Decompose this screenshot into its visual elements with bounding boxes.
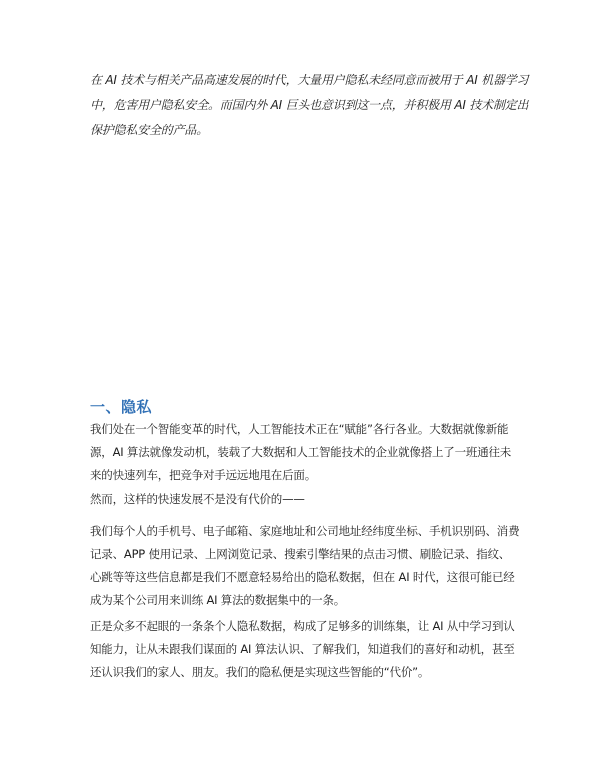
- body-paragraph-4: 正是众多不起眼的一条条个人隐私数据，构成了足够多的训练集，让 AI 从中学习到认知能力，让从未跟我们谋面的 AI 算法认识、了解我们，知道我们的喜好和动机，甚至还认识我们的家人、朋友。我们的隐私便是实现这些智能的“代价”。: [90, 619, 515, 679]
- body-paragraph-2: 然而，这样的快速发展不是没有代价的——: [90, 492, 305, 506]
- body-paragraph-3: 我们每个人的手机号、电子邮箱、家庭地址和公司地址经纬度坐标、手机识别码、消费记录、APP 使用记录、上网浏览记录、搜索引擎结果的点击习惯、刷脸记录、指纹、心跳等等这些信息都是我们不愿意轻易给出的隐私数据，但在 AI 时代，这很可能已经成为某个公司用来训练 AI 算法的数据集中的一条。: [90, 524, 520, 607]
- body-paragraph-1: 我们处在一个智能变革的时代，人工智能技术正在“赋能”各行各业。大数据就像新能源，AI 算法就像发动机，装载了大数据和人工智能技术的企业就像搭上了一班通往未来的快速列车，把竞争对手远远地甩在后面。: [90, 422, 512, 482]
- section-heading-privacy: 一、隐私: [90, 398, 153, 416]
- intro-paragraph: 在 AI 技术与相关产品高速发展的时代，大量用户隐私未经同意而被用于 AI 机器学习中，危害用户隐私安全。而国内外 AI 巨头也意识到这一点，并积极用 AI 技术制定出保护隐私安全的产品。: [90, 73, 529, 137]
